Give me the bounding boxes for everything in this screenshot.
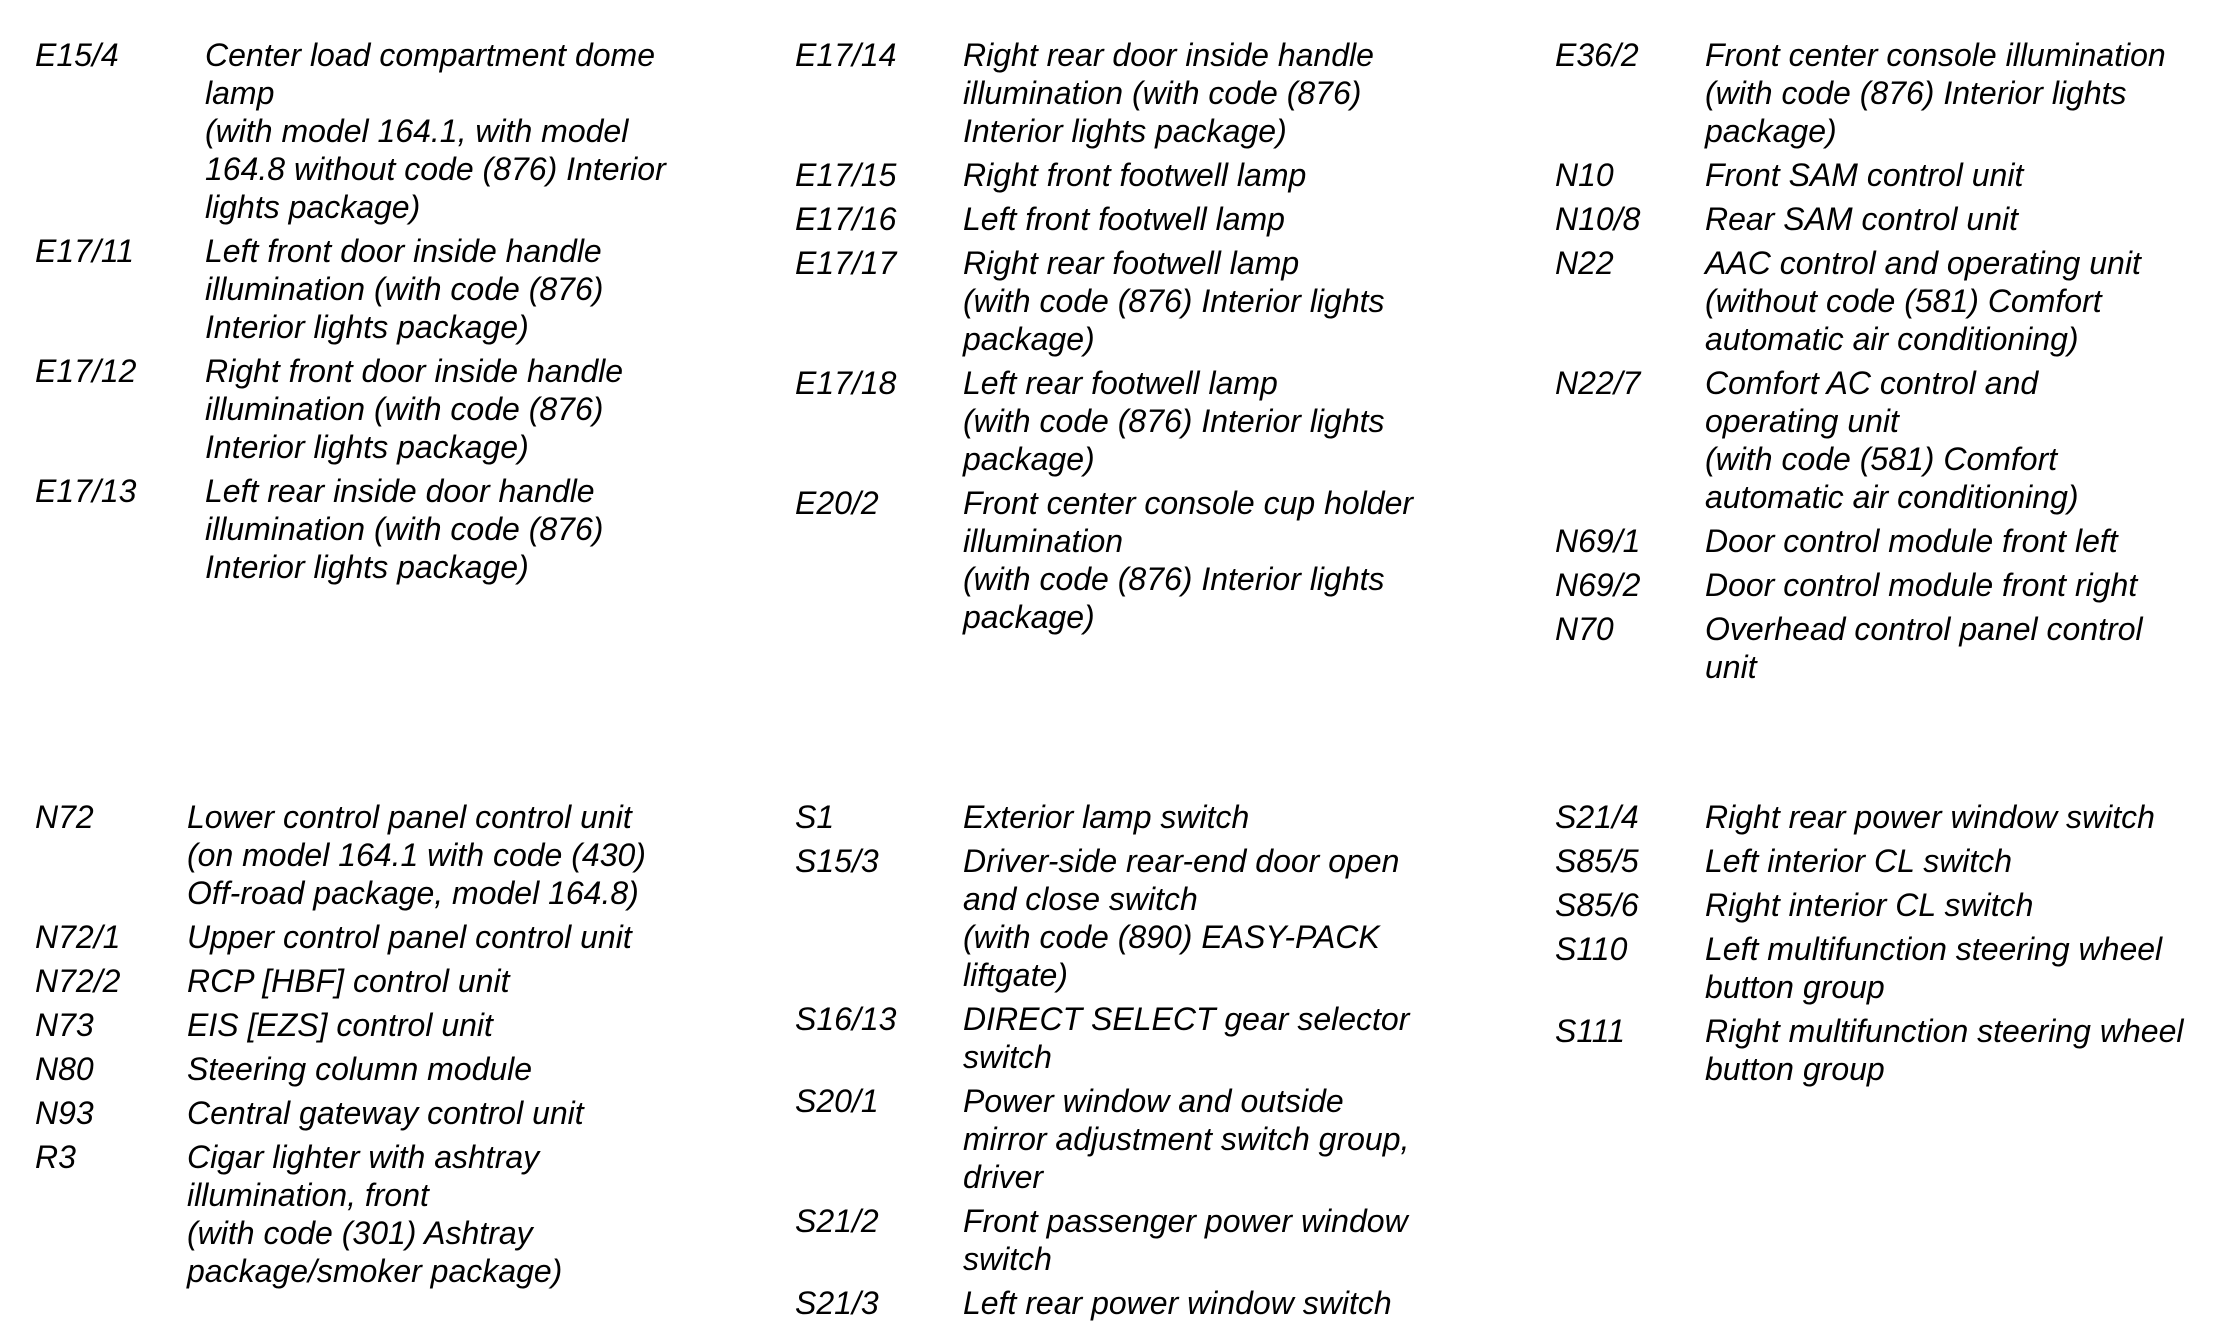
legend-entry	[795, 1284, 1475, 1322]
description-line: Left rear footwell lamp	[963, 365, 1278, 401]
description-line: package)	[963, 599, 1095, 635]
component-description	[1705, 842, 2215, 880]
legend-entry	[795, 1202, 1475, 1278]
description-line: automatic air conditioning)	[1705, 321, 2079, 357]
component-description	[963, 1000, 1475, 1076]
legend-entry	[1555, 798, 2215, 836]
description-line: Lower control panel control unit	[187, 799, 632, 835]
description-line: Interior lights package)	[205, 549, 529, 585]
legend-entry	[35, 798, 755, 912]
description-line: illumination (with code (876)	[205, 391, 604, 427]
component-description	[963, 244, 1475, 358]
component-description	[1705, 886, 2215, 924]
component-code: E17/15	[795, 157, 897, 193]
description-line: lamp	[205, 75, 275, 111]
component-code: S16/13	[795, 1001, 897, 1037]
component-description	[205, 352, 755, 466]
component-code: S21/3	[795, 1285, 879, 1321]
description-line: illumination (with code (876)	[205, 271, 604, 307]
description-line: Door control module front right	[1705, 567, 2138, 603]
description-line: Right multifunction steering wheel	[1705, 1013, 2184, 1049]
description-line: switch	[963, 1039, 1052, 1075]
description-line: Interior lights package)	[963, 113, 1287, 149]
description-line: unit	[1705, 649, 1757, 685]
description-line: Left multifunction steering wheel	[1705, 931, 2163, 967]
legend-entry	[795, 244, 1475, 358]
component-description	[1705, 244, 2215, 358]
component-description	[187, 962, 755, 1000]
legend-entry	[795, 1000, 1475, 1076]
component-code: E17/18	[795, 365, 897, 401]
description-line: EIS [EZS] control unit	[187, 1007, 493, 1043]
component-description	[187, 918, 755, 956]
component-description	[187, 1138, 755, 1290]
description-line: Central gateway control unit	[187, 1095, 584, 1131]
legend-block-bottom-left	[35, 798, 755, 1290]
component-code: R3	[35, 1139, 76, 1175]
component-description	[963, 842, 1475, 994]
component-description	[963, 36, 1475, 150]
description-line: Overhead control panel control	[1705, 611, 2143, 647]
description-line: (with code (581) Comfort	[1705, 441, 2058, 477]
legend-entry	[35, 352, 755, 466]
component-code: N69/1	[1555, 523, 1641, 559]
legend-entry	[35, 1050, 755, 1088]
component-code: S21/2	[795, 1203, 879, 1239]
legend-entry	[35, 1094, 755, 1132]
component-code: E17/16	[795, 201, 897, 237]
description-line: Off-road package, model 164.8)	[187, 875, 639, 911]
component-code: N10/8	[1555, 201, 1641, 237]
description-line: Exterior lamp switch	[963, 799, 1250, 835]
legend-block-top-left	[35, 36, 755, 586]
description-line: operating unit	[1705, 403, 1899, 439]
description-line: 164.8 without code (876) Interior	[205, 151, 666, 187]
component-description	[1705, 1012, 2215, 1088]
description-line: illumination (with code (876)	[205, 511, 604, 547]
description-line: Cigar lighter with ashtray	[187, 1139, 540, 1175]
description-line: Right interior CL switch	[1705, 887, 2034, 923]
component-code: N72/2	[35, 963, 121, 999]
description-line: lights package)	[205, 189, 421, 225]
description-line: Left interior CL switch	[1705, 843, 2013, 879]
component-description	[1705, 200, 2215, 238]
legend-entry	[35, 1006, 755, 1044]
legend-entry	[35, 1138, 755, 1290]
legend-entry	[35, 918, 755, 956]
description-line: Center load compartment dome	[205, 37, 655, 73]
description-line: Right rear door inside handle	[963, 37, 1374, 73]
component-code: E15/4	[35, 37, 119, 73]
component-description	[963, 1284, 1475, 1322]
description-line: mirror adjustment switch group,	[963, 1121, 1410, 1157]
description-line: RCP [HBF] control unit	[187, 963, 510, 999]
legend-entry	[795, 798, 1475, 836]
component-code: S110	[1555, 931, 1628, 967]
description-line: Front center console illumination	[1705, 37, 2166, 73]
component-description	[1705, 930, 2215, 1006]
component-code: N22	[1555, 245, 1614, 281]
description-line: (with code (876) Interior lights	[963, 561, 1385, 597]
description-line: Front passenger power window	[963, 1203, 1408, 1239]
description-line: Upper control panel control unit	[187, 919, 632, 955]
description-line: Interior lights package)	[205, 309, 529, 345]
component-code: S15/3	[795, 843, 879, 879]
description-line: and close switch	[963, 881, 1198, 917]
description-line: Right rear footwell lamp	[963, 245, 1300, 281]
component-code: N22/7	[1555, 365, 1641, 401]
legend-block-bottom-center	[795, 798, 1475, 1322]
legend-entry	[795, 842, 1475, 994]
description-line: driver	[963, 1159, 1044, 1195]
description-line: Interior lights package)	[205, 429, 529, 465]
legend-entry	[35, 472, 755, 586]
legend-entry	[1555, 200, 2215, 238]
description-line: (with code (876) Interior lights	[963, 403, 1385, 439]
component-description	[205, 36, 755, 226]
legend-entry	[795, 1082, 1475, 1196]
description-line: Door control module front left	[1705, 523, 2118, 559]
description-line: Power window and outside	[963, 1083, 1344, 1119]
component-code: N10	[1555, 157, 1614, 193]
description-line: (on model 164.1 with code (430)	[187, 837, 646, 873]
component-code: S21/4	[1555, 799, 1639, 835]
description-line: Comfort AC control and	[1705, 365, 2039, 401]
description-line: switch	[963, 1241, 1052, 1277]
legend-block-top-right	[1555, 36, 2215, 686]
component-description	[1705, 364, 2215, 516]
component-description	[1705, 156, 2215, 194]
description-line: Steering column module	[187, 1051, 533, 1087]
legend-entry	[1555, 610, 2215, 686]
legend-entry	[1555, 156, 2215, 194]
legend-entry	[1555, 522, 2215, 560]
legend-entry	[1555, 930, 2215, 1006]
description-line: Left front footwell lamp	[963, 201, 1285, 237]
legend-entry	[1555, 566, 2215, 604]
description-line: Right front door inside handle	[205, 353, 624, 389]
description-line: DIRECT SELECT gear selector	[963, 1001, 1410, 1037]
legend-entry	[1555, 36, 2215, 150]
description-line: Front SAM control unit	[1705, 157, 2024, 193]
component-description	[205, 472, 755, 586]
description-line: (without code (581) Comfort	[1705, 283, 2102, 319]
description-line: Left rear power window switch	[963, 1285, 1392, 1321]
description-line: Right rear power window switch	[1705, 799, 2155, 835]
description-line: package)	[963, 441, 1095, 477]
component-code: E17/11	[35, 233, 135, 269]
component-description	[187, 1094, 755, 1132]
legend-entry	[35, 962, 755, 1000]
component-code: E17/14	[795, 37, 897, 73]
component-description	[1705, 798, 2215, 836]
description-line: illumination, front	[187, 1177, 429, 1213]
component-code: S1	[795, 799, 835, 835]
description-line: liftgate)	[963, 957, 1068, 993]
description-line: package)	[1705, 113, 1837, 149]
component-description	[963, 364, 1475, 478]
component-code: N93	[35, 1095, 94, 1131]
component-description	[205, 232, 755, 346]
component-description	[963, 798, 1475, 836]
component-code: N72	[35, 799, 94, 835]
component-description	[187, 1006, 755, 1044]
component-code: S111	[1555, 1013, 1625, 1049]
component-code: N72/1	[35, 919, 121, 955]
component-code: E17/12	[35, 353, 137, 389]
component-description	[1705, 610, 2215, 686]
description-line: Driver-side rear-end door open	[963, 843, 1400, 879]
legend-entry	[795, 364, 1475, 478]
description-line: AAC control and operating unit	[1705, 245, 2141, 281]
component-code: N73	[35, 1007, 94, 1043]
component-code: S85/6	[1555, 887, 1639, 923]
description-line: button group	[1705, 969, 1885, 1005]
component-code: N69/2	[1555, 567, 1641, 603]
legend-entry	[1555, 886, 2215, 924]
description-line: (with model 164.1, with model	[205, 113, 629, 149]
legend-entry	[795, 200, 1475, 238]
component-code: E17/13	[35, 473, 137, 509]
component-code: N80	[35, 1051, 94, 1087]
description-line: package/smoker package)	[187, 1253, 563, 1289]
component-code: S20/1	[795, 1083, 879, 1119]
component-code: E36/2	[1555, 37, 1639, 73]
description-line: Front center console cup holder	[963, 485, 1414, 521]
description-line: Left rear inside door handle	[205, 473, 595, 509]
description-line: illumination (with code (876)	[963, 75, 1362, 111]
component-code: S85/5	[1555, 843, 1639, 879]
legend-block-bottom-right	[1555, 798, 2215, 1088]
component-description	[963, 1082, 1475, 1196]
description-line: Rear SAM control unit	[1705, 201, 2019, 237]
legend-entry	[1555, 842, 2215, 880]
legend-entry	[1555, 364, 2215, 516]
component-description	[963, 1202, 1475, 1278]
component-code: E20/2	[795, 485, 879, 521]
description-line: illumination	[963, 523, 1124, 559]
description-line: Left front door inside handle	[205, 233, 602, 269]
legend-entry	[1555, 244, 2215, 358]
legend-entry	[35, 232, 755, 346]
description-line: Right front footwell lamp	[963, 157, 1307, 193]
component-description	[1705, 36, 2215, 150]
component-description	[963, 484, 1475, 636]
legend-entry	[795, 36, 1475, 150]
legend-entry	[795, 156, 1475, 194]
legend-entry	[1555, 1012, 2215, 1088]
legend-entry	[35, 36, 755, 226]
component-description	[963, 156, 1475, 194]
component-description	[187, 1050, 755, 1088]
component-description	[963, 200, 1475, 238]
component-description	[1705, 566, 2215, 604]
legend-entry	[795, 484, 1475, 636]
component-code: N70	[1555, 611, 1614, 647]
description-line: (with code (301) Ashtray	[187, 1215, 533, 1251]
component-description	[1705, 522, 2215, 560]
description-line: (with code (876) Interior lights	[963, 283, 1385, 319]
component-code: E17/17	[795, 245, 897, 281]
description-line: automatic air conditioning)	[1705, 479, 2079, 515]
description-line: (with code (876) Interior lights	[1705, 75, 2127, 111]
description-line: package)	[963, 321, 1095, 357]
description-line: (with code (890) EASY-PACK	[963, 919, 1380, 955]
legend-block-top-center	[795, 36, 1475, 636]
component-description	[187, 798, 755, 912]
description-line: button group	[1705, 1051, 1885, 1087]
